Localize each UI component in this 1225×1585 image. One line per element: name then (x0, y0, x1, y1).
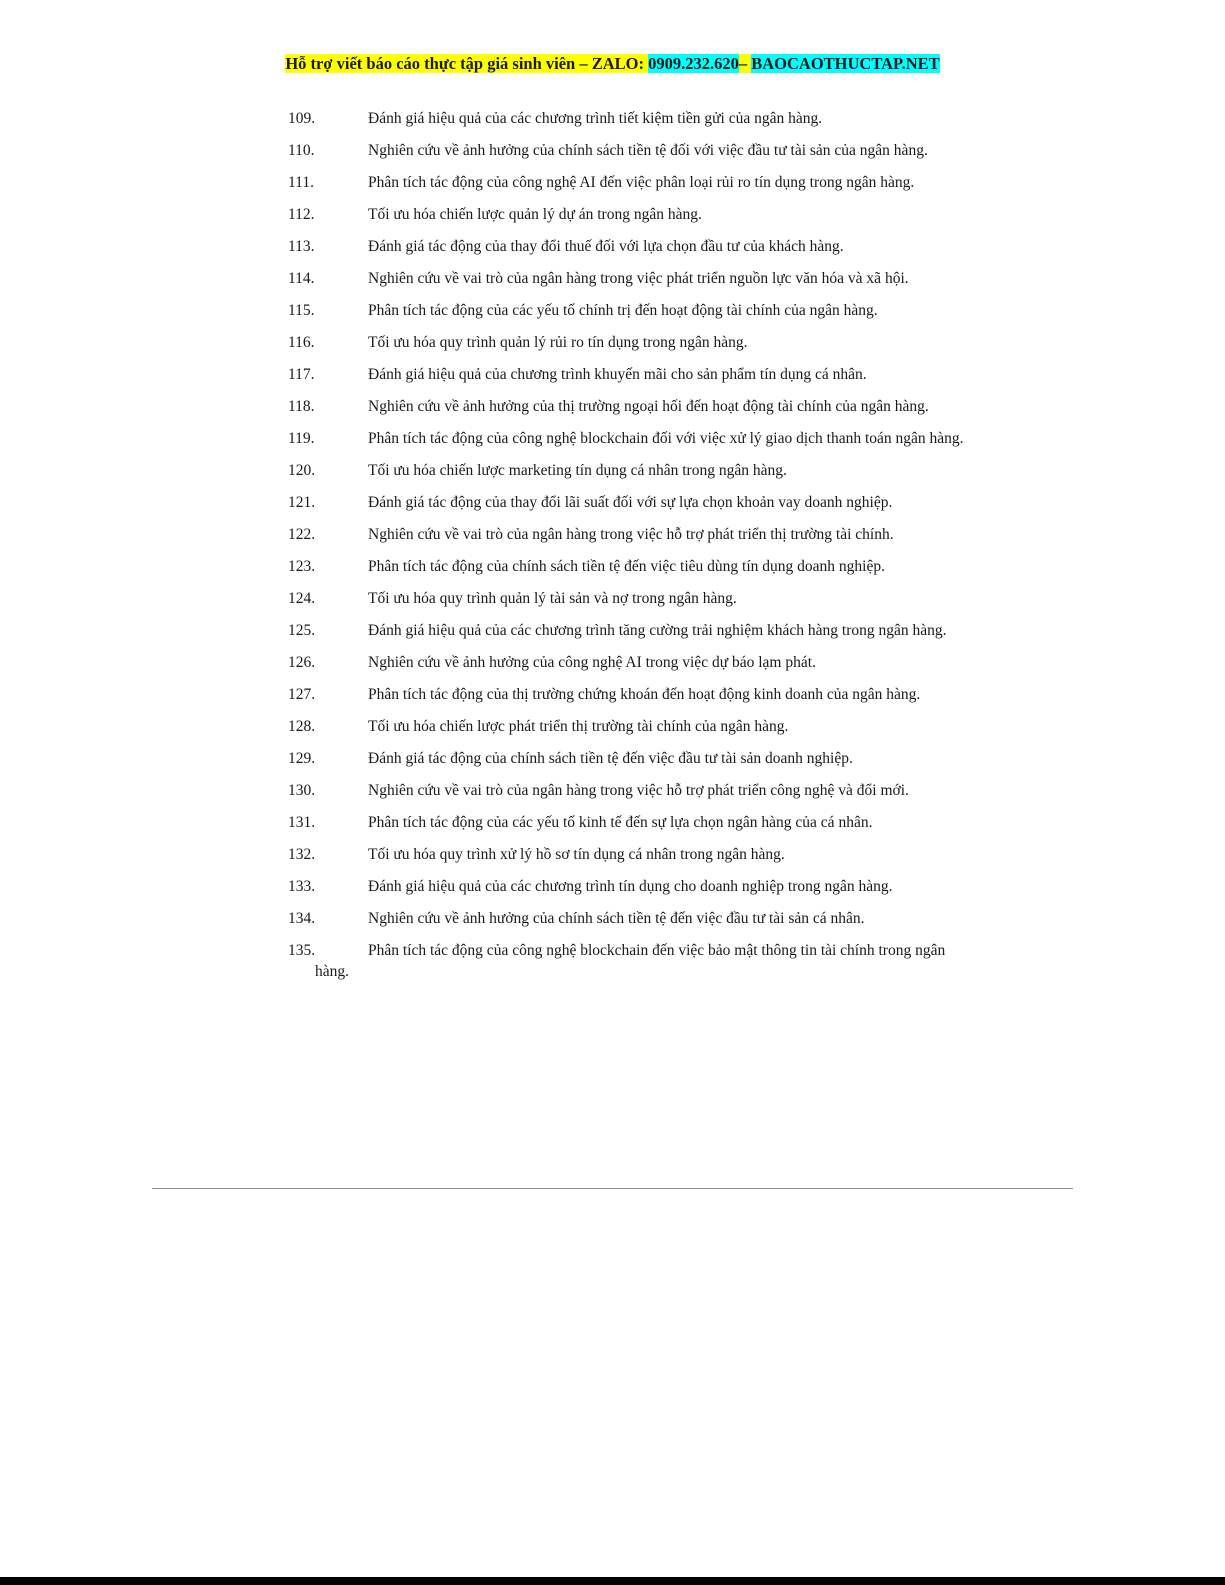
item-number: 124. (288, 590, 316, 607)
item-text: Nghiên cứu về ảnh hưởng của chính sách tiền tệ đến việc đầu tư tài sản cá nhân. (368, 910, 865, 927)
item-text: Đánh giá tác động của thay đổi thuế đối với lựa chọn đầu tư của khách hàng. (368, 238, 844, 255)
list-item (288, 108, 968, 129)
item-text: Phân tích tác động của các yếu tố chính trị đến hoạt động tài chính của ngân hàng. (368, 302, 878, 319)
item-number: 125. (288, 622, 316, 639)
list-item (288, 588, 968, 609)
list-item (288, 396, 968, 417)
item-text: Đánh giá hiệu quả của các chương trình tín dụng cho doanh nghiệp trong ngân hàng. (368, 878, 893, 895)
item-number: 133. (288, 878, 316, 895)
item-number: 110. (288, 142, 315, 159)
item-number: 122. (288, 526, 316, 543)
item-text: Phân tích tác động của các yếu tố kinh tế đến sự lựa chọn ngân hàng của cá nhân. (368, 814, 873, 831)
list-item (288, 172, 968, 193)
item-text: Tối ưu hóa chiến lược marketing tín dụng cá nhân trong ngân hàng. (368, 462, 787, 479)
list-item (288, 268, 968, 289)
list-item (288, 844, 968, 865)
header-separator: – (738, 54, 752, 73)
list-item (288, 204, 968, 225)
item-number: 109. (288, 110, 316, 127)
item-text: Đánh giá hiệu quả của các chương trình tiết kiệm tiền gửi của ngân hàng. (368, 110, 823, 127)
item-text: Đánh giá hiệu quả của chương trình khuyến mãi cho sản phẩm tín dụng cá nhân. (368, 366, 867, 383)
item-number: 134. (288, 910, 316, 927)
list-item (288, 940, 968, 982)
list-item (288, 300, 968, 321)
list-item (288, 812, 968, 833)
item-text: Đánh giá tác động của thay đổi lãi suất đối với sự lựa chọn khoản vay doanh nghiệp. (368, 494, 893, 511)
list-item (288, 908, 968, 929)
item-number: 126. (288, 654, 316, 671)
list-item (288, 140, 968, 161)
item-text: Tối ưu hóa quy trình quản lý rủi ro tín dụng trong ngân hàng. (368, 334, 748, 351)
item-number: 128. (288, 718, 316, 735)
list-item (288, 460, 968, 481)
list-item (288, 876, 968, 897)
item-number: 130. (288, 782, 316, 799)
item-number: 119. (288, 430, 315, 447)
list-item (288, 652, 968, 673)
item-text: Nghiên cứu về vai trò của ngân hàng trong việc phát triển nguồn lực văn hóa và xã hội. (368, 270, 909, 287)
item-text: Nghiên cứu về ảnh hưởng của thị trường ngoại hối đến hoạt động tài chính của ngân hàng. (368, 398, 929, 415)
item-number: 117. (288, 366, 315, 383)
item-number: 114. (288, 270, 315, 287)
topic-list (288, 108, 968, 993)
item-number: 132. (288, 846, 316, 863)
list-item (288, 492, 968, 513)
list-item (288, 236, 968, 257)
item-number: 123. (288, 558, 316, 575)
item-number: 113. (288, 238, 315, 255)
item-text: Đánh giá hiệu quả của các chương trình tăng cường trải nghiệm khách hàng trong ngân hàng. (368, 622, 947, 639)
list-item (288, 524, 968, 545)
list-item (288, 428, 968, 449)
item-number: 116. (288, 334, 315, 351)
item-text: Đánh giá tác động của chính sách tiền tệ đến việc đầu tư tài sản doanh nghiệp. (368, 750, 853, 767)
list-item (288, 780, 968, 801)
item-text: Phân tích tác động của công nghệ AI đến việc phân loại rủi ro tín dụng trong ngân hàng. (368, 174, 915, 191)
item-number: 127. (288, 686, 316, 703)
list-item (288, 716, 968, 737)
item-text: Nghiên cứu về vai trò của ngân hàng trong việc hỗ trợ phát triển thị trường tài chính. (368, 526, 894, 543)
item-text: Tối ưu hóa quy trình xử lý hồ sơ tín dụng cá nhân trong ngân hàng. (368, 846, 785, 863)
item-number: 131. (288, 814, 316, 831)
list-item (288, 364, 968, 385)
list-item (288, 556, 968, 577)
item-number: 111. (288, 174, 314, 191)
item-number: 135. (288, 942, 316, 959)
item-text: Nghiên cứu về ảnh hưởng của chính sách tiền tệ đối với việc đầu tư tài sản của ngân hàng. (368, 142, 928, 159)
header-text: Hỗ trợ viết báo cáo thực tập giá sinh viên – ZALO: (285, 54, 649, 73)
item-text: Phân tích tác động của công nghệ blockchain đối với việc xử lý giao dịch thanh toán ngân hàng. (368, 430, 964, 447)
item-text: Phân tích tác động của thị trường chứng khoán đến hoạt động kinh doanh của ngân hàng. (368, 686, 921, 703)
item-number: 121. (288, 494, 316, 511)
item-text: Nghiên cứu về vai trò của ngân hàng trong việc hỗ trợ phát triển công nghệ và đổi mới. (368, 782, 909, 799)
page-divider (152, 1188, 1073, 1189)
item-number: 129. (288, 750, 316, 767)
item-text: Phân tích tác động của công nghệ blockchain đến việc bảo mật thông tin tài chính trong ngân hàng. (315, 942, 946, 980)
list-item (288, 620, 968, 641)
item-number: 115. (288, 302, 315, 319)
page-bottom-edge (0, 1577, 1225, 1585)
list-item (288, 332, 968, 353)
list-item (288, 684, 968, 705)
item-text: Tối ưu hóa chiến lược phát triển thị trường tài chính của ngân hàng. (368, 718, 789, 735)
item-text: Nghiên cứu về ảnh hưởng của công nghệ AI trong việc dự báo lạm phát. (368, 654, 816, 671)
item-text: Tối ưu hóa chiến lược quản lý dự án trong ngân hàng. (368, 206, 702, 223)
header-site-link[interactable]: BAOCAOTHUCTAP.NET (751, 54, 940, 73)
header-phone: 0909.232.620 (648, 54, 739, 73)
list-item (288, 748, 968, 769)
item-text: Phân tích tác động của chính sách tiền tệ đến việc tiêu dùng tín dụng doanh nghiệp. (368, 558, 885, 575)
item-number: 120. (288, 462, 316, 479)
page-header (0, 52, 1225, 76)
item-number: 118. (288, 398, 315, 415)
item-text: Tối ưu hóa quy trình quản lý tài sản và nợ trong ngân hàng. (368, 590, 737, 607)
item-number: 112. (288, 206, 315, 223)
